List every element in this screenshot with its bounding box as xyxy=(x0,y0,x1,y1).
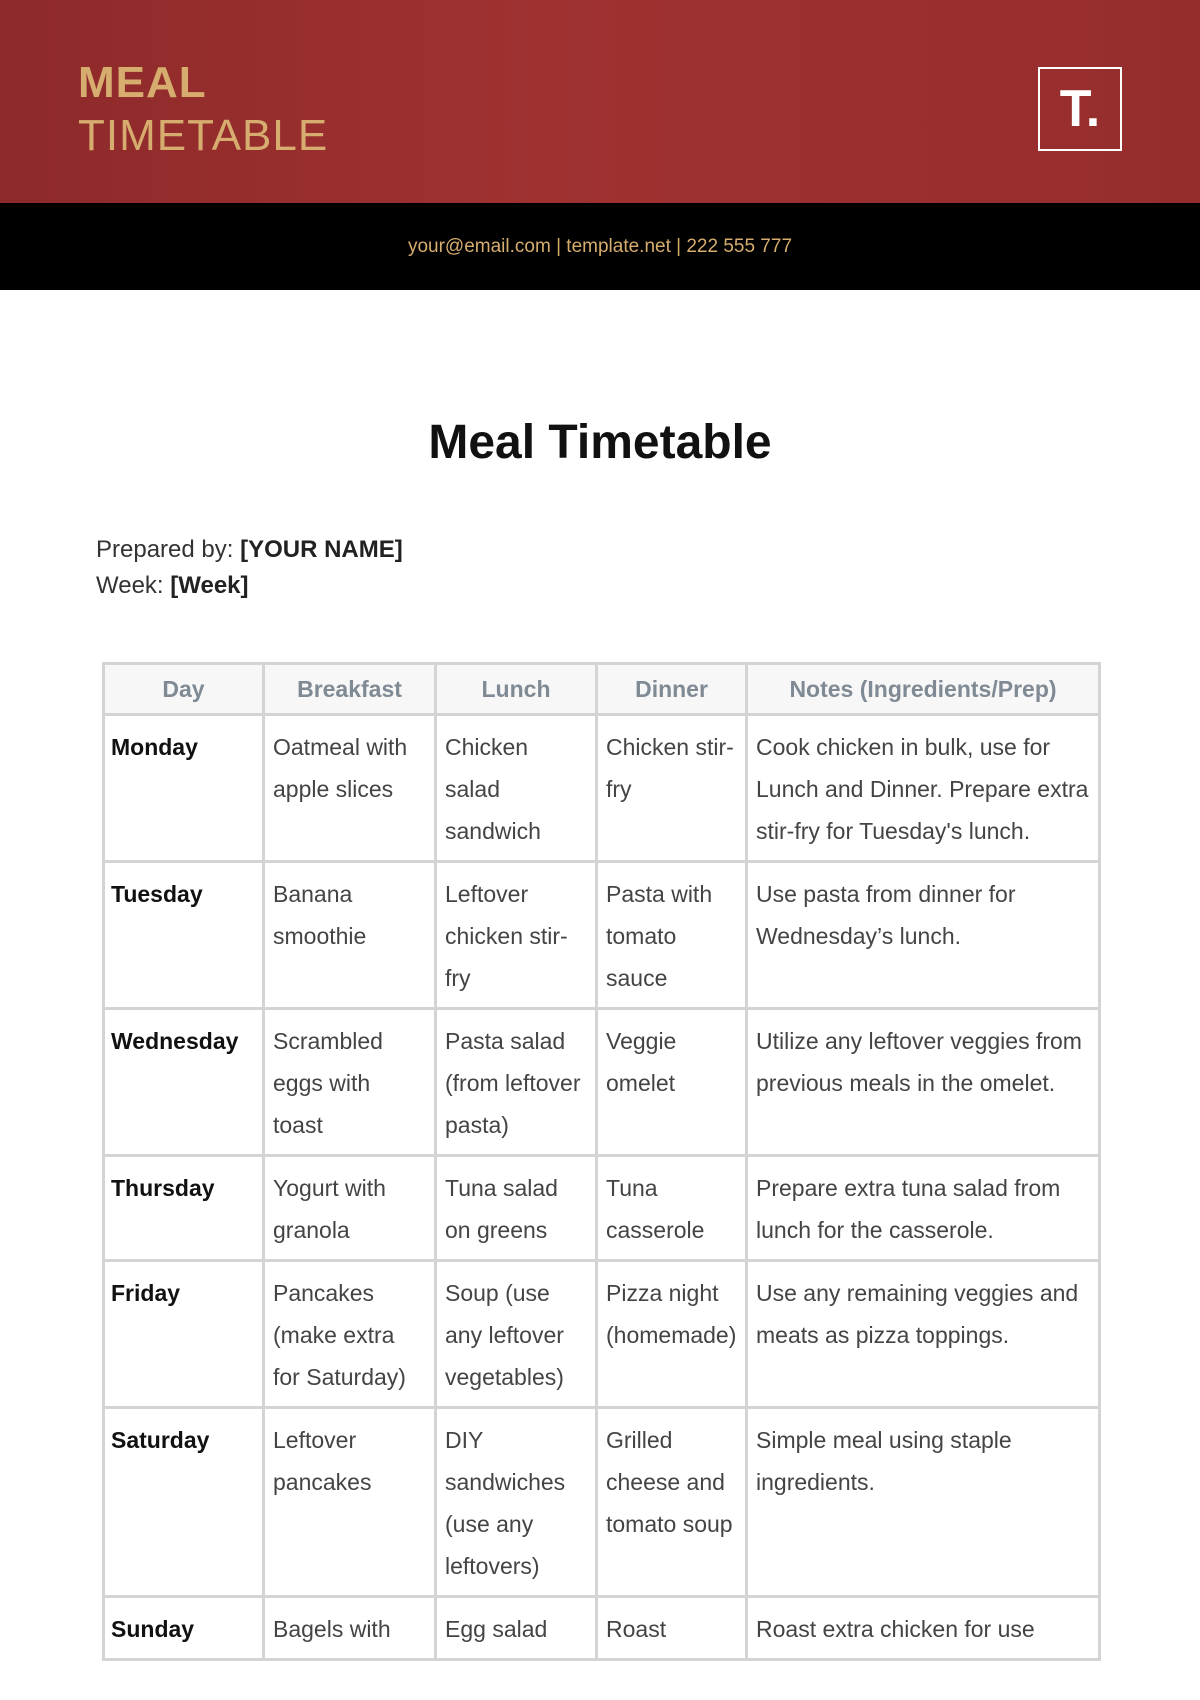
day-cell: Tuesday xyxy=(104,862,264,1009)
breakfast-cell: Banana smoothie xyxy=(264,862,436,1009)
template-logo-icon: T. xyxy=(1038,67,1122,151)
table-row xyxy=(104,1156,1100,1261)
column-header-day: Day xyxy=(104,664,264,715)
notes-cell: Simple meal using staple ingredients. xyxy=(747,1408,1100,1597)
breakfast-cell: Bagels with xyxy=(264,1597,436,1660)
table-row xyxy=(104,1597,1100,1660)
document-meta xyxy=(96,532,403,604)
brand-line-2: TIMETABLE xyxy=(78,111,329,160)
day-cell: Saturday xyxy=(104,1408,264,1597)
lunch-cell: DIY sandwiches (use any leftovers) xyxy=(436,1408,597,1597)
lunch-cell: Egg salad xyxy=(436,1597,597,1660)
table-row xyxy=(104,862,1100,1009)
notes-cell: Use any remaining veggies and meats as pizza toppings. xyxy=(747,1261,1100,1408)
notes-cell: Use pasta from dinner for Wednesday’s lunch. xyxy=(747,862,1100,1009)
day-cell: Friday xyxy=(104,1261,264,1408)
dinner-cell: Pizza night (homemade) xyxy=(597,1261,747,1408)
day-cell: Monday xyxy=(104,715,264,862)
notes-cell: Prepare extra tuna salad from lunch for the casserole. xyxy=(747,1156,1100,1261)
breakfast-cell: Scrambled eggs with toast xyxy=(264,1009,436,1156)
notes-cell: Roast extra chicken for use xyxy=(747,1597,1100,1660)
dinner-cell: Grilled cheese and tomato soup xyxy=(597,1408,747,1597)
dinner-cell: Veggie omelet xyxy=(597,1009,747,1156)
breakfast-cell: Oatmeal with apple slices xyxy=(264,715,436,862)
lunch-cell: Chicken salad sandwich xyxy=(436,715,597,862)
week-label: Week: xyxy=(96,572,164,599)
lunch-cell: Soup (use any leftover vegetables) xyxy=(436,1261,597,1408)
prepared-by-label: Prepared by: xyxy=(96,536,234,563)
table-row xyxy=(104,1408,1100,1597)
table-row xyxy=(104,715,1100,862)
breakfast-cell: Yogurt with granola xyxy=(264,1156,436,1261)
week-value: [Week] xyxy=(170,572,249,599)
breakfast-cell: Leftover pancakes xyxy=(264,1408,436,1597)
lunch-cell: Tuna salad on greens xyxy=(436,1156,597,1261)
notes-cell: Cook chicken in bulk, use for Lunch and Dinner. Prepare extra stir-fry for Tuesday's lunch. xyxy=(747,715,1100,862)
meal-table xyxy=(102,662,1101,1661)
column-header-dinner: Dinner xyxy=(597,664,747,715)
page-title: Meal Timetable xyxy=(428,416,772,469)
dinner-cell: Roast xyxy=(597,1597,747,1660)
dinner-cell: Tuna casserole xyxy=(597,1156,747,1261)
prepared-by-value: [YOUR NAME] xyxy=(240,536,403,563)
prepared-by-line xyxy=(96,532,403,568)
table-header-row xyxy=(104,664,1100,715)
lunch-cell: Leftover chicken stir-fry xyxy=(436,862,597,1009)
dinner-cell: Chicken stir-fry xyxy=(597,715,747,862)
column-header-lunch: Lunch xyxy=(436,664,597,715)
column-header-notes: Notes (Ingredients/Prep) xyxy=(747,664,1100,715)
contact-bar xyxy=(0,203,1200,290)
brand-title xyxy=(78,56,328,162)
column-header-breakfast: Breakfast xyxy=(264,664,436,715)
table-row xyxy=(104,1261,1100,1408)
lunch-cell: Pasta salad (from leftover pasta) xyxy=(436,1009,597,1156)
table-row xyxy=(104,1009,1100,1156)
header-banner xyxy=(0,0,1200,203)
week-line xyxy=(96,568,403,604)
day-cell: Sunday xyxy=(104,1597,264,1660)
day-cell: Thursday xyxy=(104,1156,264,1261)
day-cell: Wednesday xyxy=(104,1009,264,1156)
breakfast-cell: Pancakes (make extra for Saturday) xyxy=(264,1261,436,1408)
brand-line-1: MEAL xyxy=(78,58,207,107)
contact-info: your@email.com | template.net | 222 555 777 xyxy=(407,235,793,257)
dinner-cell: Pasta with tomato sauce xyxy=(597,862,747,1009)
notes-cell: Utilize any leftover veggies from previous meals in the omelet. xyxy=(747,1009,1100,1156)
